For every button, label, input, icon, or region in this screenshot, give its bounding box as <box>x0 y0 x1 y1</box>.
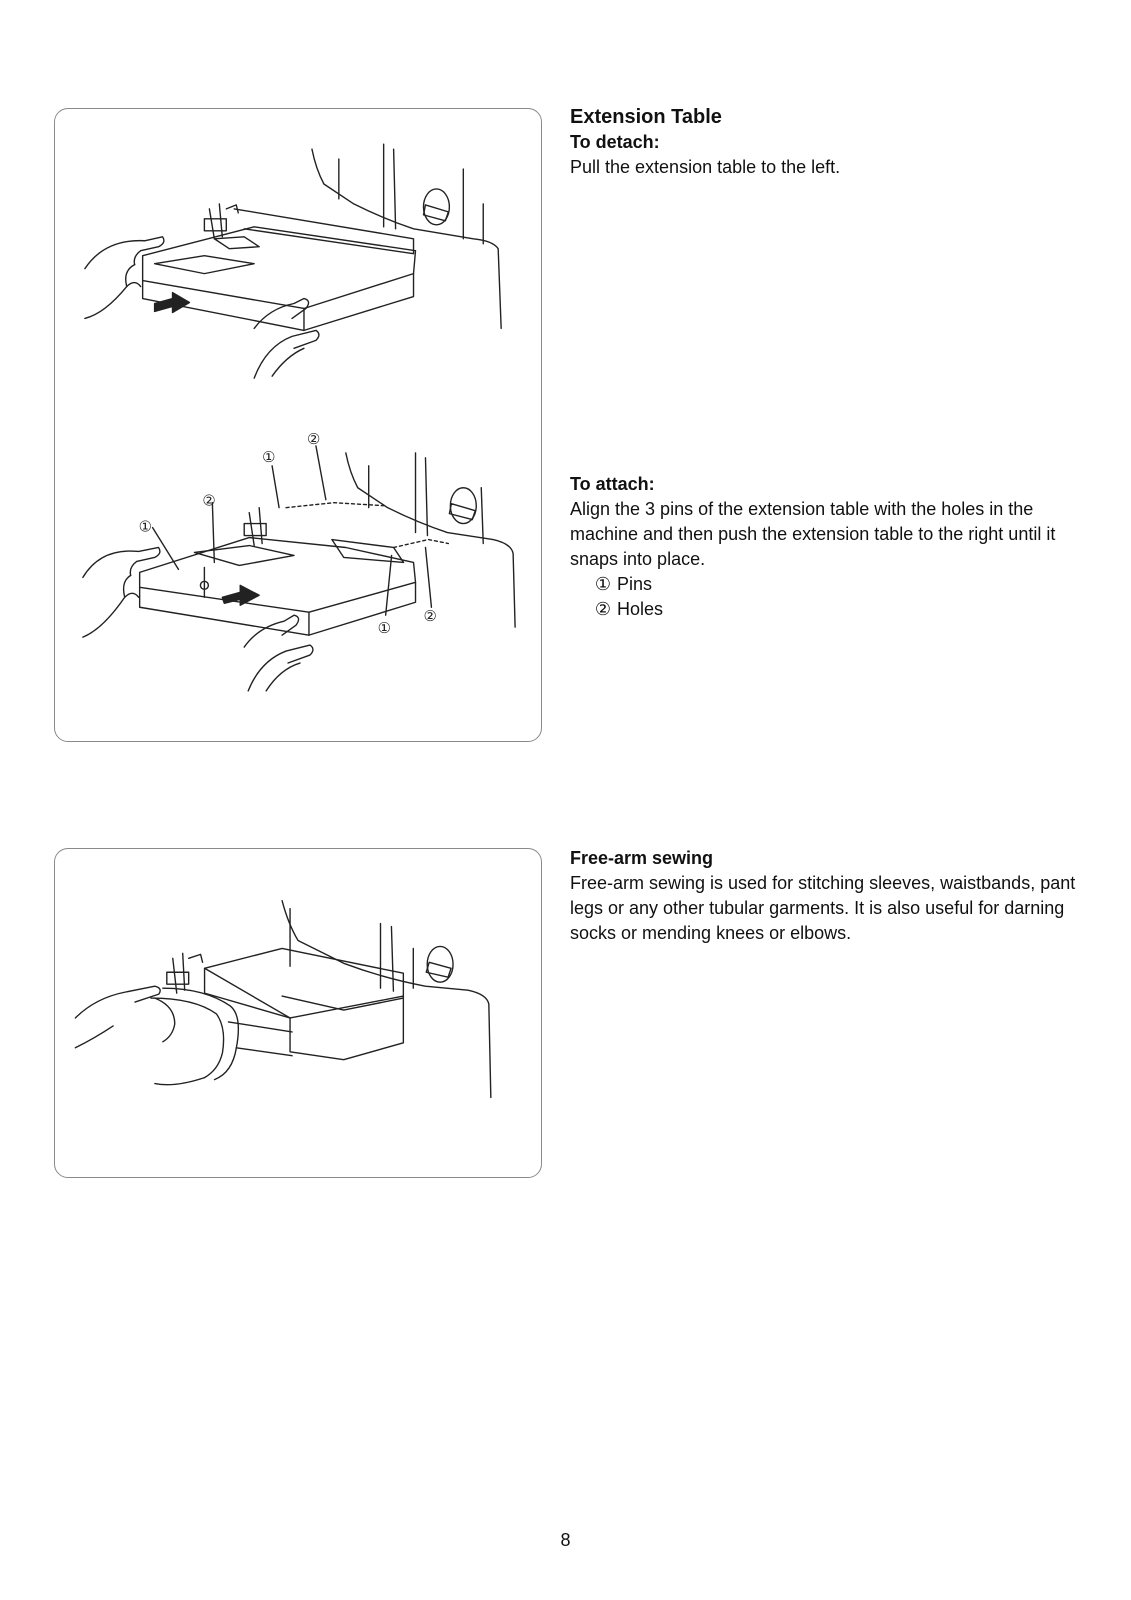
detach-section <box>570 104 1090 180</box>
legend-label: Holes <box>617 599 664 619</box>
detach-heading: To detach: <box>570 132 660 152</box>
free-arm-illustration <box>55 849 541 1177</box>
freearm-text: Free-arm sewing is used for stitching sleeves, waistbands, pant legs or any other tubular garments. It is also useful for darning socks or mending knees or elbows. <box>570 873 1076 943</box>
callout-hole: ② <box>202 491 216 510</box>
legend-label: Pins <box>617 574 653 594</box>
freearm-section <box>570 846 1090 946</box>
attach-drawing <box>83 446 515 691</box>
callout-pin: ① <box>262 447 276 466</box>
callout-pin: ① <box>138 517 153 536</box>
legend-item-holes <box>570 597 1090 622</box>
legend-marker: ② <box>594 599 612 619</box>
callout-hole: ② <box>423 607 437 626</box>
illustration-panel-free-arm <box>54 848 542 1178</box>
attach-heading: To attach: <box>570 474 655 494</box>
legend-marker: ① <box>594 574 612 594</box>
illustration-panel-extension-table <box>54 108 542 742</box>
extension-table-illustration <box>55 109 541 741</box>
callout-hole: ② <box>306 429 321 448</box>
freearm-heading: Free-arm sewing <box>570 848 714 868</box>
attach-section <box>570 472 1090 622</box>
callout-pin: ① <box>377 619 392 638</box>
section-title: Extension Table <box>570 106 722 128</box>
page-number: 8 <box>560 1530 571 1550</box>
attach-text: Align the 3 pins of the extension table with the holes in the machine and then push the extension table to the right until it snaps into place. <box>570 499 1056 569</box>
detach-drawing <box>85 144 501 378</box>
detach-text: Pull the extension table to the left. <box>570 157 841 177</box>
legend-item-pins <box>570 572 1090 597</box>
